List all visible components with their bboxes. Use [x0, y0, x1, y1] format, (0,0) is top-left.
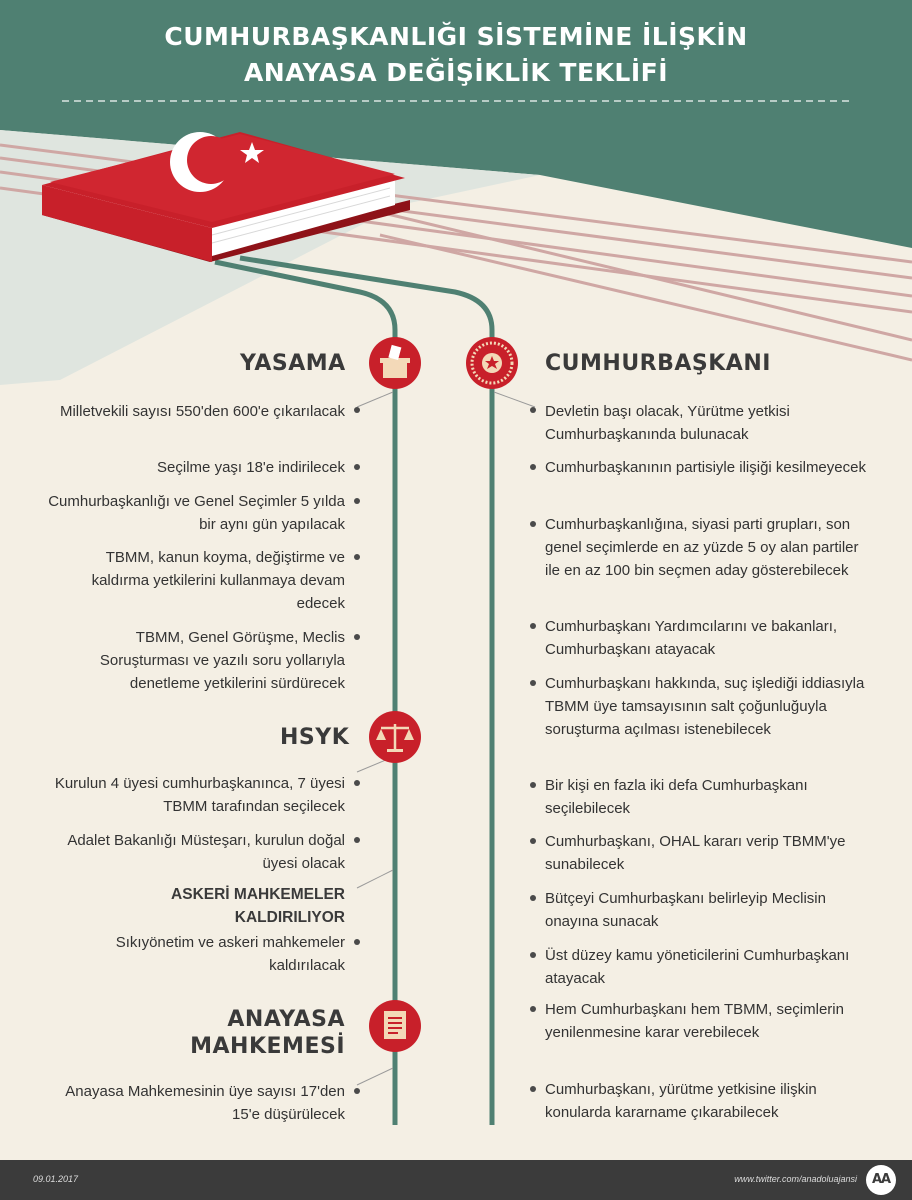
presidential-seal-icon: [466, 337, 518, 389]
footer-twitter-link[interactable]: www.twitter.com/anadoluajansi: [734, 1174, 857, 1184]
yasama-item-5: TBMM, Genel Görüşme, Meclis Soruşturması ve yazılı soru yollarıyla denetleme yetkilerini sürdürecek: [99, 629, 345, 692]
cumhurbaskani-item-9: Üst düzey kamu yöneticilerini Cumhurbaşkanı atayacak: [545, 947, 850, 987]
askeri-item-1: Sıkıyönetim ve askeri mahkemeler kaldırılacak: [115, 934, 345, 974]
hsyk-item-1: Kurulun 4 üyesi cumhurbaşkanınca, 7 üyesi TBMM tarafından seçilecek: [54, 775, 345, 815]
yasama-item-4: TBMM, kanun koyma, değiştirme ve kaldırma yetkilerini kullanmaya devam edecek: [91, 549, 345, 612]
cumhurbaskani-item-11: Cumhurbaşkanı, yürütme yetkisine ilişkin konularda kararname çıkarabilecek: [545, 1081, 817, 1121]
yasama-item-1: Milletvekili sayısı 550'den 600'e çıkarılacak: [59, 403, 345, 420]
cumhurbaskani-item-7: Cumhurbaşkanı, OHAL kararı verip TBMM'ye sunabilecek: [545, 833, 846, 873]
aa-logo-icon: AA: [866, 1165, 896, 1195]
section-title-hsyk: HSYK: [280, 725, 350, 750]
section-title-cumhurbaskani: CUMHURBAŞKANI: [545, 351, 771, 376]
footer-date: 09.01.2017: [33, 1174, 79, 1184]
section-title-anayasa-line-2: MAHKEMESİ: [190, 1034, 345, 1059]
section-title-yasama: YASAMA: [240, 351, 346, 376]
yasama-item-2: Seçilme yaşı 18'e indirilecek: [157, 459, 345, 476]
cumhurbaskani-item-2: Cumhurbaşkanının partisiyle ilişiği kesilmeyecek: [545, 459, 866, 476]
cumhurbaskani-item-6: Bir kişi en fazla iki defa Cumhurbaşkanı seçilebilecek: [545, 777, 808, 817]
hsyk-item-2: Adalet Bakanlığı Müsteşarı, kurulun doğal üyesi olacak: [67, 832, 345, 872]
page-title-line-1: CUMHURBAŞKANLIĞI SİSTEMİNE İLİŞKİN: [164, 22, 748, 51]
cumhurbaskani-item-1: Devletin başı olacak, Yürütme yetkisi Cumhurbaşkanında bulunacak: [545, 403, 790, 443]
cumhurbaskani-item-8: Bütçeyi Cumhurbaşkanı belirleyip Meclisin onayına sunacak: [545, 890, 826, 930]
scales-icon: [369, 711, 421, 763]
page-title-line-2: ANAYASA DEĞİŞİKLİK TEKLİFİ: [243, 58, 669, 87]
document-icon: [369, 1000, 421, 1052]
yasama-item-3: Cumhurbaşkanlığı ve Genel Seçimler 5 yılda bir aynı gün yapılacak: [48, 493, 345, 533]
section-title-anayasa-line-1: ANAYASA: [227, 1007, 345, 1032]
ballot-box-icon: [369, 337, 421, 389]
section-title-askeri-line-2: KALDIRILIYOR: [234, 909, 345, 926]
cumhurbaskani-item-3: Cumhurbaşkanlığına, siyasi parti grupları, son genel seçimlerde en az yüzde 5 oy alan partiler ile en az 100 bin seçmen aday gösterebilecek: [545, 516, 859, 579]
cumhurbaskani-item-10: Hem Cumhurbaşkanı hem TBMM, seçimlerin yenilenmesine karar verebilecek: [545, 1001, 844, 1041]
cumhurbaskani-item-5: Cumhurbaşkanı hakkında, suç işlediği iddiasıyla TBMM üye tamsayısının salt çoğunluğuyla soruşturma açılması istenebilecek: [545, 675, 865, 738]
section-title-askeri-line-1: ASKERİ MAHKEMELER: [171, 886, 345, 903]
anayasa-item-1: Anayasa Mahkemesinin üye sayısı 17'den 15'e düşürülecek: [65, 1083, 345, 1123]
cumhurbaskani-item-4: Cumhurbaşkanı Yardımcılarını ve bakanları, Cumhurbaşkanı atayacak: [545, 618, 838, 658]
footer-bar: [0, 1160, 912, 1200]
